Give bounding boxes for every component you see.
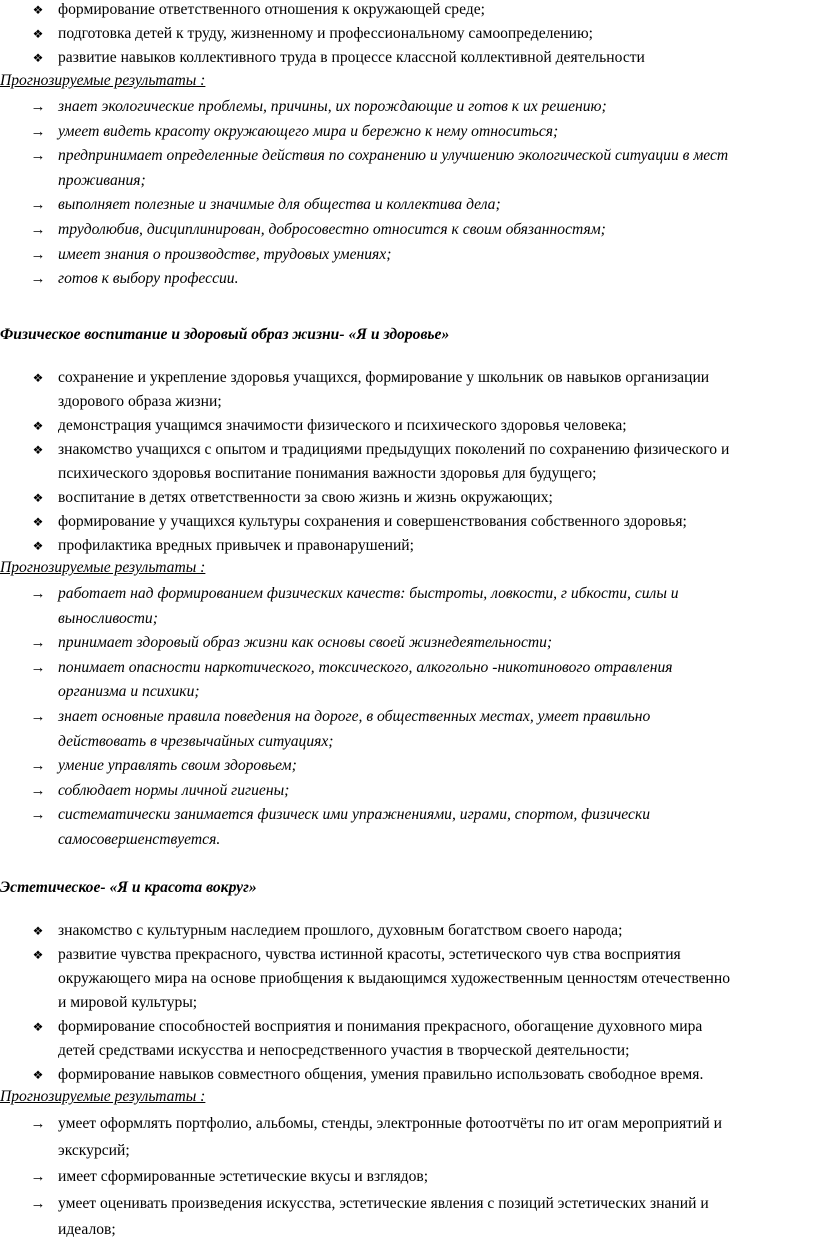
arrow-bullet-icon: → xyxy=(30,1169,46,1185)
list-item xyxy=(0,1164,816,1191)
list-item-text: проживания; xyxy=(58,171,146,189)
arrow-bullet-icon: → xyxy=(30,123,46,140)
list-item xyxy=(0,754,816,779)
list-item-text: и мировой культуры; xyxy=(58,994,198,1011)
diamond-bullet-icon: ❖ xyxy=(32,51,44,65)
diamond-bullet-icon: ❖ xyxy=(32,3,44,17)
results-heading: Прогнозируемые результаты : xyxy=(0,559,206,576)
results-heading: Прогнозируемые результаты : xyxy=(0,1088,206,1105)
list-item xyxy=(0,218,816,243)
list-item xyxy=(0,193,816,218)
arrow-bullet-icon: → xyxy=(30,758,46,775)
diamond-bullet-icon: ❖ xyxy=(32,1068,44,1082)
list-item xyxy=(0,534,816,558)
list-item-text: знакомство учащихся с опытом и традициями предыдущих поколений по сохранению физического и xyxy=(58,441,730,458)
list-item xyxy=(0,943,816,1015)
arrow-bullet-icon: → xyxy=(30,807,46,824)
results-list xyxy=(0,582,816,853)
list-item-text: готов к выбору профессии. xyxy=(58,270,239,288)
results-list xyxy=(0,1111,816,1244)
list-item-text: знает экологические проблемы, причины, их порождающие и готов к их решению; xyxy=(58,98,607,115)
list-item-text: умеет оценивать произведения искусства, эстетические явления с позиций эстетических знаний и xyxy=(58,1194,709,1212)
list-item-text: развитие чувства прекрасного, чувства истинной красоты, эстетического чув ства восприятия xyxy=(58,946,681,963)
section2 xyxy=(0,324,816,853)
block1 xyxy=(0,0,816,70)
list-item-text: окружающего мира на основе приобщения к выдающимся художественным ценностям отечественно xyxy=(58,970,731,987)
list-item-text: здорового образа жизни; xyxy=(58,393,222,410)
list-item-text: предпринимает определенные действия по сохранению и улучшению экологической ситуации в мест xyxy=(58,147,729,165)
section-title: Физическое воспитание и здоровый образ жизни- «Я и здоровье» xyxy=(0,326,450,343)
diamond-bullet-icon: ❖ xyxy=(32,948,44,962)
list-item-text: самосовершенствуется. xyxy=(58,830,221,848)
bullet-list xyxy=(0,0,816,70)
list-item-text: трудолюбив, дисциплинирован, добросовестно относится к своим обязанностям; xyxy=(58,220,606,238)
list-item xyxy=(0,243,816,268)
list-item-text: умеет видеть красоту окружающего мира и бережно к нему относиться; xyxy=(58,122,559,140)
list-item-text: психического здоровья воспитание понимания важности здоровья для будущего; xyxy=(58,465,597,482)
list-item xyxy=(0,705,816,754)
list-item xyxy=(0,631,816,656)
arrow-bullet-icon: → xyxy=(30,246,46,263)
arrow-bullet-icon: → xyxy=(30,197,46,214)
list-item-text: воспитание в детях ответственности за свою жизнь и жизнь окружающих; xyxy=(58,489,553,506)
bullet-list xyxy=(0,366,816,558)
list-item xyxy=(0,267,816,292)
list-item-text: систематически занимается физическ ими упражнениями, играми, спортом, физически xyxy=(58,806,651,824)
diamond-bullet-icon: ❖ xyxy=(32,924,44,938)
list-item xyxy=(0,366,816,414)
list-item xyxy=(0,1191,816,1244)
list-item-text: формирование ответственного отношения к окружающей среде; xyxy=(58,1,485,18)
list-item-text: идеалов; xyxy=(58,1221,116,1238)
list-item xyxy=(0,919,816,943)
section-title: Эстетическое- «Я и красота вокруг» xyxy=(0,879,257,896)
results-list xyxy=(0,95,816,292)
arrow-bullet-icon: → xyxy=(30,586,46,602)
arrow-bullet-icon: → xyxy=(30,708,46,725)
arrow-bullet-icon: → xyxy=(30,221,46,238)
list-item-text: знакомство с культурным наследием прошлого, духовным богатством своего народа; xyxy=(58,922,623,939)
results1-block xyxy=(0,70,816,292)
list-item xyxy=(0,0,816,22)
arrow-bullet-icon: → xyxy=(30,1116,46,1132)
diamond-bullet-icon: ❖ xyxy=(32,491,44,505)
list-item xyxy=(0,510,816,534)
list-item-text: выполняет полезные и значимые для общества и коллектива дела; xyxy=(58,196,501,214)
diamond-bullet-icon: ❖ xyxy=(32,27,44,41)
arrow-bullet-icon: → xyxy=(30,148,46,165)
list-item-text: формирование у учащихся культуры сохранения и совершенствования собственного здоровья; xyxy=(58,513,687,530)
list-item xyxy=(0,1111,816,1164)
list-item-text: умеет оформлять портфолио, альбомы, стенды, электронные фотоотчёты по ит огам мероприятий и xyxy=(58,1115,722,1132)
arrow-bullet-icon: → xyxy=(30,1195,46,1212)
list-item-text: формирование способностей восприятия и понимания прекрасного, обогащение духовного мира xyxy=(58,1018,703,1035)
list-item xyxy=(0,486,816,510)
list-item-text: развитие навыков коллективного труда в процессе классной коллективной деятельности xyxy=(58,49,645,66)
list-item xyxy=(0,803,816,852)
diamond-bullet-icon: ❖ xyxy=(32,419,44,433)
list-item xyxy=(0,1063,816,1087)
bullet-list xyxy=(0,919,816,1087)
list-item xyxy=(0,46,816,70)
list-item xyxy=(0,95,816,120)
arrow-bullet-icon: → xyxy=(30,99,46,115)
list-item xyxy=(0,22,816,46)
list-item xyxy=(0,438,816,486)
list-item-text: понимает опасности наркотического, токсического, алкогольно -никотинового отравления xyxy=(58,658,673,676)
list-item xyxy=(0,1015,816,1063)
list-item-text: сохранение и укрепление здоровья учащихся, формирование у школьник ов навыков организации xyxy=(58,369,710,386)
list-item-text: профилактика вредных привычек и правонарушений; xyxy=(58,537,414,554)
list-item-text: детей средствами искусства и непосредственного участия в творческой деятельности; xyxy=(58,1042,630,1059)
list-item xyxy=(0,414,816,438)
section3 xyxy=(0,877,816,1244)
diamond-bullet-icon: ❖ xyxy=(32,539,44,553)
list-item-text: подготовка детей к труду, жизненному и профессиональному самоопределению; xyxy=(58,25,594,42)
list-item-text: формирование навыков совместного общения, умения правильно использовать свободное время. xyxy=(58,1066,704,1083)
list-item-text: знает основные правила поведения на дороге, в общественных местах, умеет правильно xyxy=(58,707,651,725)
arrow-bullet-icon: → xyxy=(30,782,46,799)
arrow-bullet-icon: → xyxy=(30,635,46,652)
diamond-bullet-icon: ❖ xyxy=(32,443,44,457)
list-item-text: имеет знания о производстве, трудовых умениях; xyxy=(58,245,392,263)
list-item-text: соблюдает нормы личной гигиены; xyxy=(58,781,290,799)
list-item xyxy=(0,656,816,705)
list-item-text: действовать в чрезвычайных ситуациях; xyxy=(58,732,334,750)
list-item-text: выносливости; xyxy=(58,609,158,627)
list-item-text: умение управлять своим здоровьем; xyxy=(58,757,297,775)
list-item xyxy=(0,144,816,193)
list-item-text: организма и психики; xyxy=(58,683,200,701)
list-item-text: работает над формированием физических качеств: быстроты, ловкости, г ибкости, силы и xyxy=(58,585,679,602)
diamond-bullet-icon: ❖ xyxy=(32,371,44,385)
diamond-bullet-icon: ❖ xyxy=(32,1020,44,1034)
list-item xyxy=(0,779,816,804)
arrow-bullet-icon: → xyxy=(30,659,46,676)
arrow-bullet-icon: → xyxy=(30,271,46,288)
list-item-text: демонстрация учащимся значимости физического и психического здоровья человека; xyxy=(58,417,627,434)
list-item xyxy=(0,120,816,145)
list-item-text: принимает здоровый образ жизни как основы своей жизнедеятельности; xyxy=(58,634,553,652)
list-item-text: экскурсий; xyxy=(58,1141,130,1159)
list-item-text: имеет сформированные эстетические вкусы и взглядов; xyxy=(58,1168,429,1185)
results-heading: Прогнозируемые результаты : xyxy=(0,72,206,89)
diamond-bullet-icon: ❖ xyxy=(32,515,44,529)
list-item xyxy=(0,582,816,631)
